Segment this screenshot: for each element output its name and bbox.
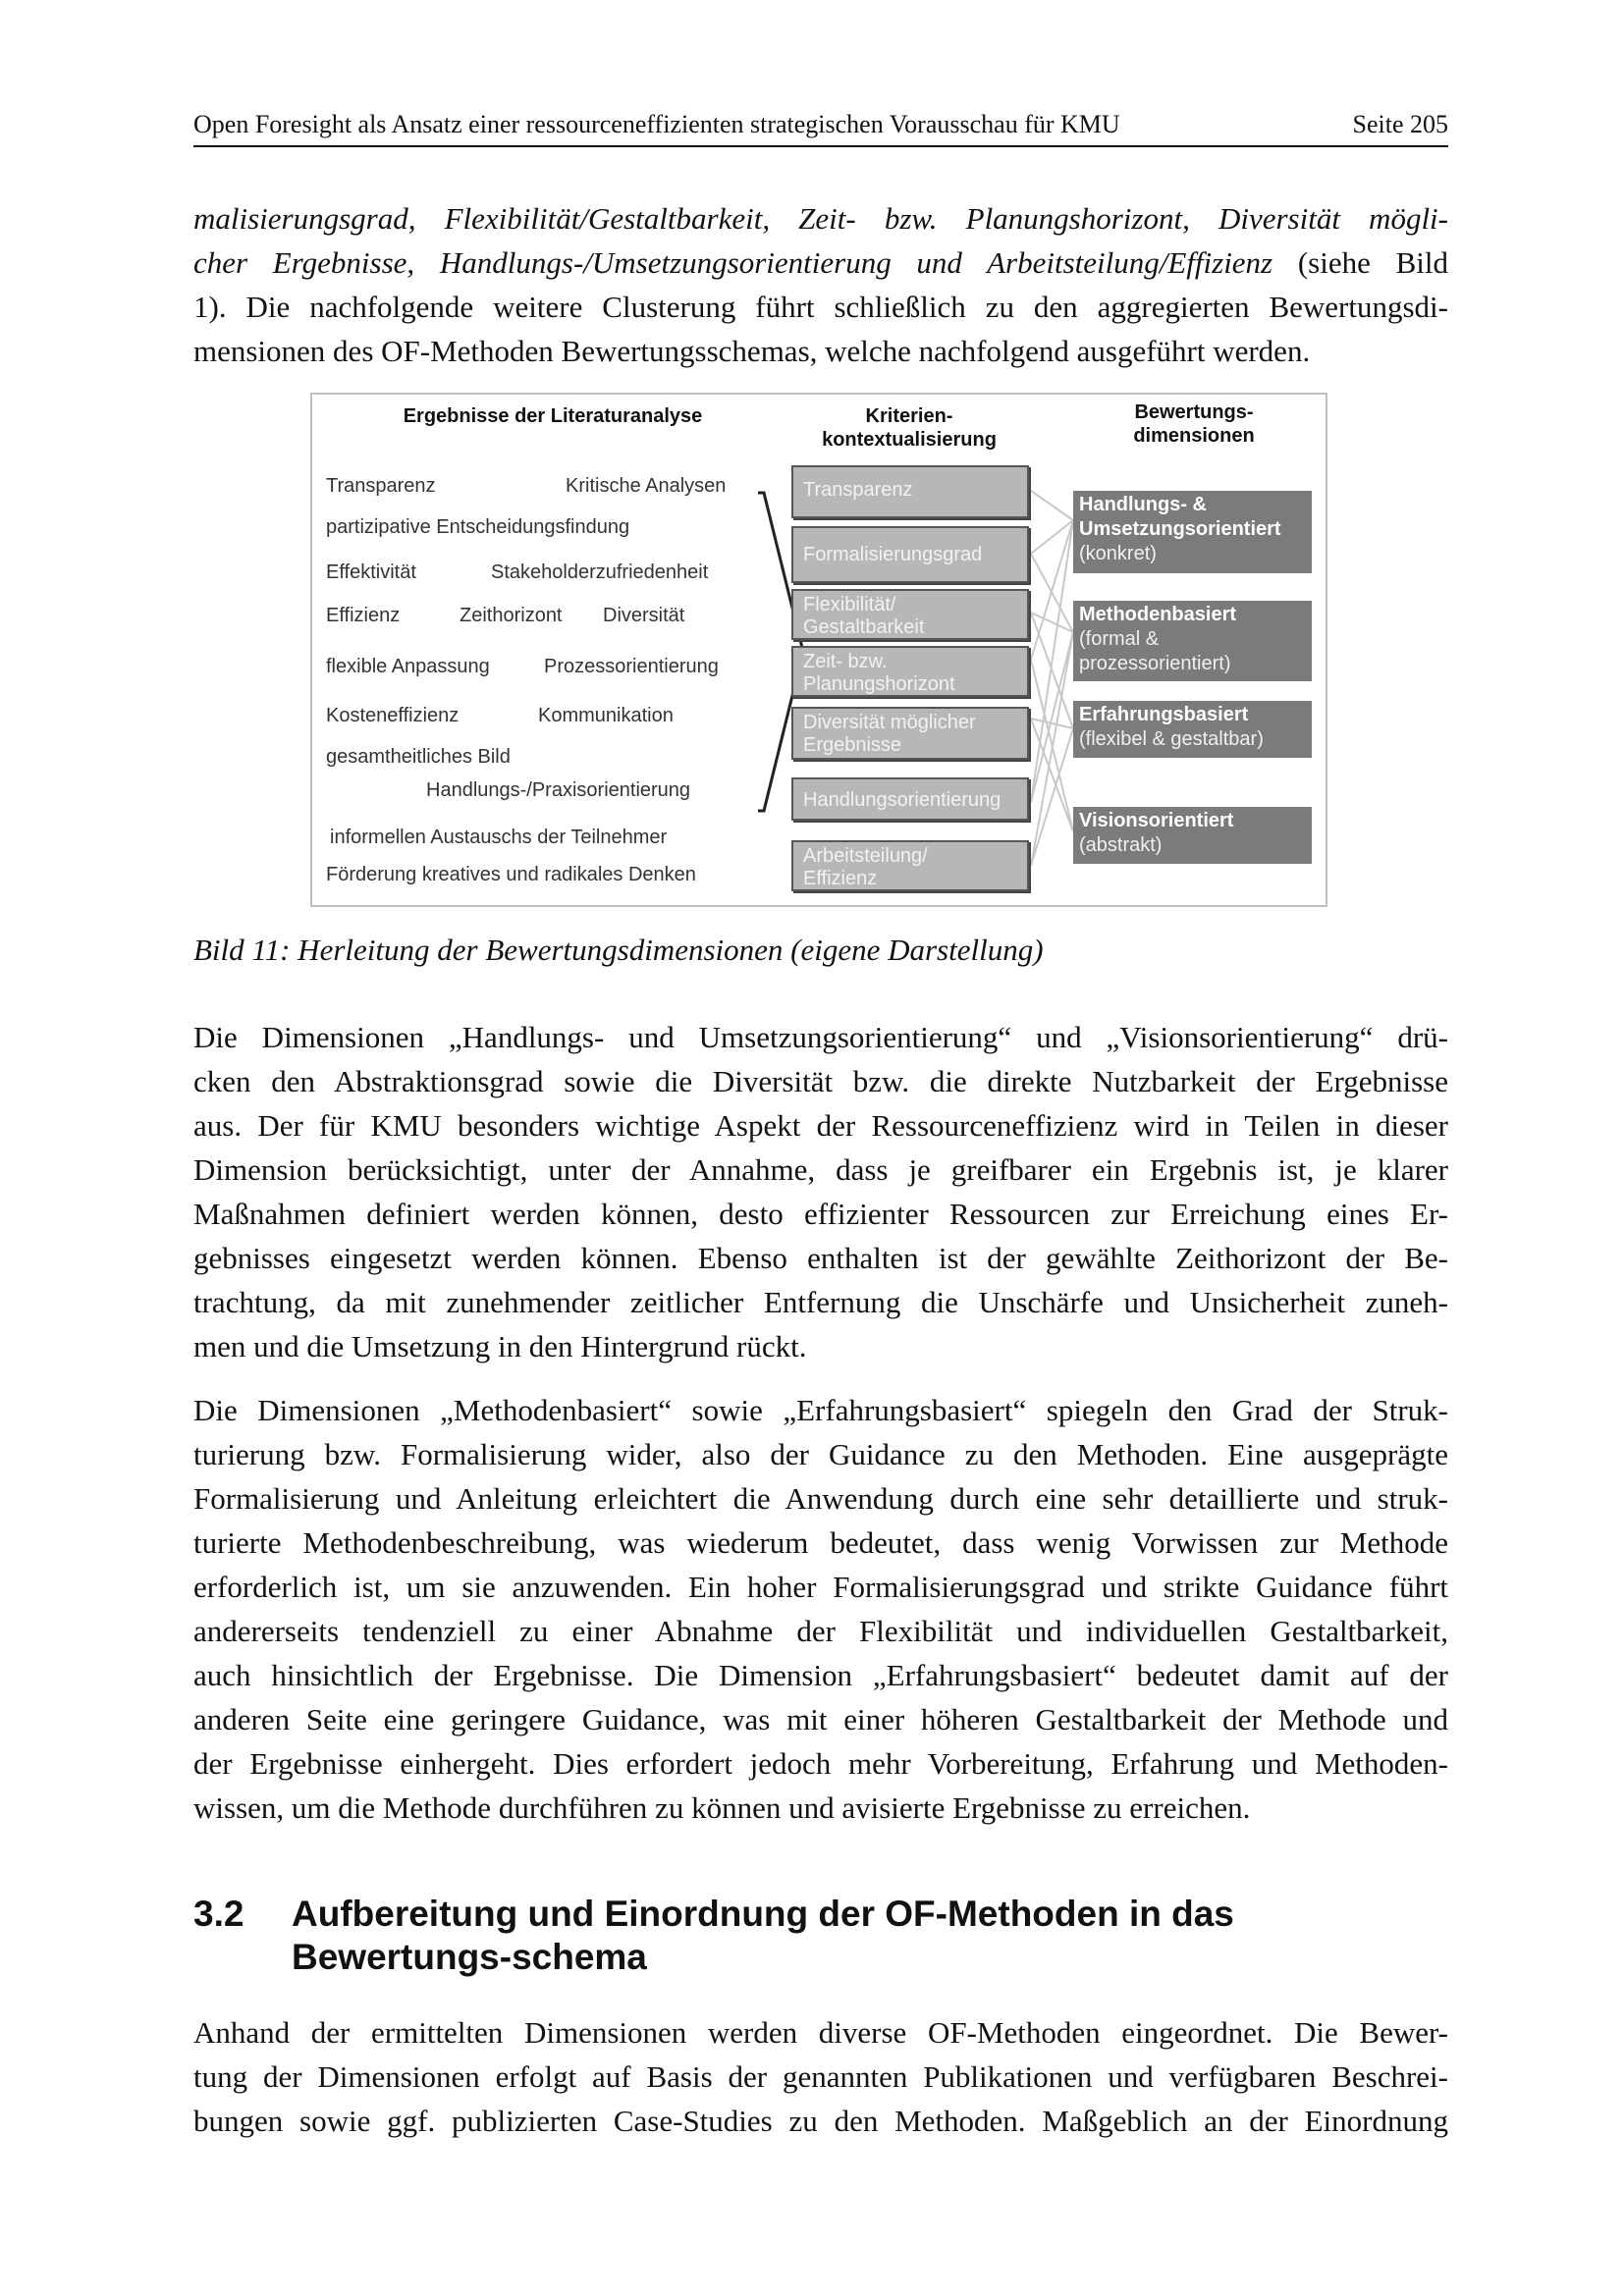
dimension-title: Visionsorientiert xyxy=(1079,810,1234,831)
text-line: erforderlich ist, um sie anzuwenden. Ein hoher Formalisierungsgrad und strikte Guidance führt xyxy=(193,1570,1448,1604)
text-line: andererseits tendenziell zu einer Abnahme der Flexibilität und individuellen Gestaltbarkeit, xyxy=(193,1614,1448,1648)
criteria-label: Gestaltbarkeit xyxy=(803,616,925,638)
text-line: Formalisierung und Anleitung erleichtert die Anwendung durch eine sehr detaillierte und struk- xyxy=(193,1481,1448,1516)
col-header-dimensions-line: dimensionen xyxy=(1133,425,1255,447)
text-line: tung der Dimensionen erfolgt auf Basis der genannten Publikationen und verfügbaren Beschrei- xyxy=(193,2059,1448,2094)
lit-keyword: Transparenz xyxy=(326,475,436,497)
criteria-label: Diversität möglicher xyxy=(803,712,976,733)
intro-line: malisierungsgrad, Flexibilität/Gestaltbarkeit, Zeit- bzw. Planungshorizont, Diversität mögli- xyxy=(193,201,1448,236)
criteria-box-arbeitsteilung xyxy=(791,840,1029,891)
dimension-subtitle: (flexibel & gestaltbar) xyxy=(1079,728,1264,750)
dimension-box-handlungsorientiert xyxy=(1073,491,1312,573)
page-number: Seite 205 xyxy=(1352,110,1448,138)
text-line: Maßnahmen definiert werden können, desto effizienter Ressourcen zur Erreichung eines Er- xyxy=(193,1197,1448,1231)
text-line: auch hinsichtlich der Ergebnisse. Die Dimension „Erfahrungsbasiert“ bedeutet damit auf der xyxy=(193,1658,1448,1692)
criteria-box-zeithorizont xyxy=(791,646,1029,697)
intro-paragraph xyxy=(193,196,1448,373)
section-number: 3.2 xyxy=(193,1894,244,1934)
intro-line: 1). Die nachfolgende weitere Clusterung führt schließlich zu den aggregierten Bewertungsdi- xyxy=(193,290,1448,324)
lit-keyword: Zeithorizont xyxy=(460,605,563,626)
intro-line xyxy=(193,240,1448,285)
text-line: anderen Seite eine geringere Guidance, was mit einer höheren Gestaltbarkeit der Methode und xyxy=(193,1702,1448,1736)
dimension-subtitle: (konkret) xyxy=(1079,543,1157,564)
connector-lines xyxy=(1031,491,1073,866)
dimension-title: Erfahrungsbasiert xyxy=(1079,704,1249,725)
lit-keyword: Förderung kreatives und radikales Denken xyxy=(326,864,696,885)
text-line: gebnisses eingesetzt werden können. Ebenso enthalten ist der gewählte Zeithorizont der Be- xyxy=(193,1241,1448,1275)
criteria-label: Handlungsorientierung xyxy=(803,789,1001,811)
lit-keyword: Stakeholderzufriedenheit xyxy=(491,561,709,583)
col-header-criteria-line: Kriterien- xyxy=(865,405,953,427)
text-line: bungen sowie ggf. publizierten Case-Studies zu den Methoden. Maßgeblich an der Einordnung xyxy=(193,2104,1448,2138)
text-line: Die Dimensionen „Handlungs- und Umsetzungsorientierung“ und „Visionsorientierung“ drü- xyxy=(193,1020,1448,1054)
dimension-subtitle: (abstrakt) xyxy=(1079,834,1163,856)
col-header-criteria xyxy=(782,404,1037,452)
lit-keyword: Prozessorientierung xyxy=(544,656,719,677)
criteria-box-transparenz xyxy=(791,465,1029,518)
lit-keyword: gesamtheitliches Bild xyxy=(326,746,511,768)
lit-keyword: Kosteneffizienz xyxy=(326,705,460,726)
text-line: wissen, um die Methode durchführen zu können und avisierte Ergebnisse zu erreichen. xyxy=(193,1790,1251,1825)
lit-keyword: Handlungs-/Praxisorientierung xyxy=(426,779,691,801)
text-line: cken den Abstraktionsgrad sowie die Diversität bzw. die direkte Nutzbarkeit der Ergebnisse xyxy=(193,1064,1448,1098)
lit-keyword: informellen Austauschs der Teilnehmer xyxy=(330,827,668,848)
lit-keyword: partizipative Entscheidungsfindung xyxy=(326,516,630,538)
criteria-box-formalisierungsgrad xyxy=(791,526,1029,583)
section-title: Aufbereitung und Einordnung der OF-Methoden in das Bewertungs-schema xyxy=(292,1894,1234,1977)
dimension-box-visionsorientiert xyxy=(1073,807,1312,864)
dimension-subtitle: prozessorientiert) xyxy=(1079,653,1231,674)
dimension-box-methodenbasiert xyxy=(1073,601,1312,681)
text-line: der Ergebnisse einhergeht. Dies erfordert jedoch mehr Vorbereitung, Erfahrung und Methoden- xyxy=(193,1746,1448,1781)
lit-keyword: Kommunikation xyxy=(538,705,674,726)
paragraph-3 xyxy=(193,2010,1448,2143)
text-line: Dimension berücksichtigt, unter der Annahme, dass je greifbarer ein Ergebnis ist, je klarer xyxy=(193,1152,1448,1187)
text-line: turierung bzw. Formalisierung wider, also der Guidance zu den Methoden. Eine ausgeprägte xyxy=(193,1437,1448,1471)
criteria-label: Flexibilität/ xyxy=(803,594,896,615)
paragraph-1 xyxy=(193,1015,1448,1368)
text-line: Die Dimensionen „Methodenbasiert“ sowie „Erfahrungsbasiert“ spiegeln den Grad der Struk- xyxy=(193,1393,1448,1427)
criteria-box-diversitaet xyxy=(791,707,1029,760)
lit-keyword: Effizienz xyxy=(326,605,401,626)
intro-text: (siehe Bild xyxy=(1272,245,1448,280)
text-line: trachtung, da mit zunehmender zeitlicher Entfernung die Unschärfe und Unsicherheit zuneh- xyxy=(193,1285,1448,1319)
col-header-dimensions-line: Bewertungs- xyxy=(1134,401,1254,423)
dimension-title: Methodenbasiert xyxy=(1079,604,1237,625)
page-header xyxy=(193,110,1448,147)
paragraph-2 xyxy=(193,1388,1448,1830)
dimension-title: Umsetzungsorientiert xyxy=(1079,518,1281,540)
lit-keyword: flexible Anpassung xyxy=(326,656,490,677)
intro-line: mensionen des OF-Methoden Bewertungsschemas, welche nachfolgend ausgeführt werden. xyxy=(193,334,1311,368)
dimension-title: Handlungs- & xyxy=(1079,494,1207,515)
criteria-label: Formalisierungsgrad xyxy=(803,544,983,565)
running-title: Open Foresight als Ansatz einer ressourceneffizienten strategischen Vorausschau für KMU xyxy=(193,110,1120,138)
criteria-label: Transparenz xyxy=(803,479,913,501)
intro-italic-text: cher Ergebnisse, Handlungs-/Umsetzungsorientierung und Arbeitsteilung/Effizienz xyxy=(193,245,1273,280)
lit-keyword: Kritische Analysen xyxy=(566,475,727,497)
criteria-box-handlungsorientierung xyxy=(791,777,1029,821)
dimension-subtitle: (formal & xyxy=(1079,628,1160,650)
lit-keyword: Diversität xyxy=(603,605,685,626)
text-line: turierte Methodenbeschreibung, was wiederum bedeutet, dass wenig Vorwissen zur Methode xyxy=(193,1525,1448,1560)
criteria-label: Zeit- bzw. xyxy=(803,651,888,672)
col-header-dimensions xyxy=(1076,400,1312,448)
col-header-literature: Ergebnisse der Literaturanalyse xyxy=(403,405,703,427)
figure-bewertungsdimensionen xyxy=(310,393,1327,907)
text-line: Anhand der ermittelten Dimensionen werden diverse OF-Methoden eingeordnet. Die Bewer- xyxy=(193,2015,1448,2050)
text-line: men und die Umsetzung in den Hintergrund rückt. xyxy=(193,1329,807,1363)
criteria-label: Ergebnisse xyxy=(803,734,902,756)
criteria-box-flexibilitaet xyxy=(791,589,1029,640)
lit-keyword: Effektivität xyxy=(326,561,416,583)
dimension-box-erfahrungsbasiert xyxy=(1073,701,1312,758)
text-line: aus. Der für KMU besonders wichtige Aspekt der Ressourceneffizienz wird in Teilen in dieser xyxy=(193,1108,1448,1143)
criteria-label: Planungshorizont xyxy=(803,673,955,695)
col-header-criteria-line: kontextualisierung xyxy=(822,429,997,451)
figure-caption: Bild 11: Herleitung der Bewertungsdimensionen (eigene Darstellung) xyxy=(193,933,1044,967)
criteria-label: Arbeitsteilung/ xyxy=(803,845,928,867)
criteria-label: Effizienz xyxy=(803,868,878,889)
